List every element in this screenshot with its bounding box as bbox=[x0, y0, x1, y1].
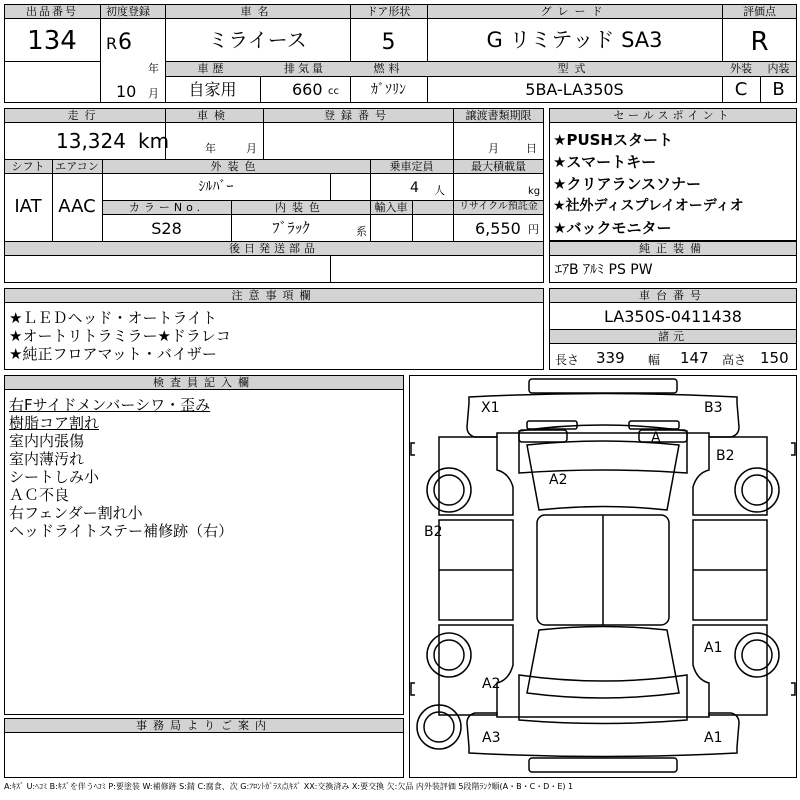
displacement-label: 排気量 bbox=[284, 62, 326, 75]
inspector-item: 樹脂コア割れ bbox=[9, 414, 100, 432]
sales-point-item: ★バックモニター bbox=[553, 219, 672, 237]
model: 5BA-LA350S bbox=[525, 80, 624, 99]
history: 自家用 bbox=[188, 80, 237, 99]
mileage: 13,324 bbox=[56, 129, 126, 153]
notes-label: 注意事項欄 bbox=[231, 289, 317, 302]
chassis-label: 車台番号 bbox=[639, 289, 707, 302]
fuel: ｶﾞｿﾘﾝ bbox=[371, 82, 406, 98]
damage-mark: A3 bbox=[482, 730, 501, 746]
car-name: ミライース bbox=[208, 28, 307, 52]
sales-point-item: ★社外ディスプレイオーディオ bbox=[553, 198, 744, 214]
int-label: 内装 bbox=[767, 62, 790, 75]
width-label: 幅 bbox=[648, 353, 661, 367]
plate-label: 登録番号 bbox=[324, 109, 392, 122]
shift-label: シフト bbox=[11, 160, 45, 173]
ext: C bbox=[734, 79, 748, 100]
rating: R bbox=[750, 27, 769, 57]
inspector-item: 室内内張傷 bbox=[9, 432, 85, 450]
insp-month-unit: 月 bbox=[246, 142, 257, 155]
damage-mark: X1 bbox=[481, 400, 500, 416]
transfer-label: 譲渡書類期限 bbox=[465, 109, 532, 122]
displacement: 660 bbox=[292, 80, 323, 99]
length-label: 長さ bbox=[555, 353, 580, 367]
note-item: ★純正フロアマット・バイザー bbox=[9, 345, 217, 363]
inspector-item: 室内薄汚れ bbox=[9, 450, 85, 468]
inspector-item: ＡＣ不良 bbox=[9, 486, 70, 504]
inspector-item: ヘッドライトステー補修跡（右） bbox=[9, 522, 234, 540]
era: R bbox=[106, 34, 118, 53]
lot-no: 134 bbox=[27, 26, 77, 56]
grade: G リミテッド SA3 bbox=[486, 28, 663, 52]
damage-mark: A1 bbox=[704, 730, 723, 746]
int-color-unit: 系 bbox=[356, 225, 367, 238]
int-color: ﾌﾞﾗｯｸ bbox=[272, 219, 310, 237]
color-no: S28 bbox=[151, 219, 182, 238]
import-label: 輸入車 bbox=[374, 201, 408, 214]
month: 10 bbox=[116, 82, 137, 101]
year-unit: 年 bbox=[148, 62, 159, 75]
shift: IAT bbox=[14, 196, 42, 217]
door: 5 bbox=[381, 30, 396, 55]
damage-mark: A bbox=[651, 430, 661, 446]
inspection-label: 車検 bbox=[197, 109, 231, 122]
later-parts-label: 後日発送部品 bbox=[229, 242, 319, 255]
height-label: 高さ bbox=[722, 353, 747, 367]
recycle-label: リサイクル預託金 bbox=[459, 201, 538, 212]
damage-mark: A2 bbox=[482, 676, 501, 692]
ac: AAC bbox=[58, 196, 96, 217]
dimensions-label: 諸元 bbox=[658, 330, 688, 343]
ext-label: 外装 bbox=[730, 62, 752, 75]
inspector-list bbox=[9, 396, 233, 540]
sales-points-list bbox=[553, 129, 795, 239]
car-diagram bbox=[409, 375, 797, 778]
max-load-label: 最大積載量 bbox=[471, 160, 526, 173]
inspector-item: シートしみ小 bbox=[9, 468, 100, 486]
displacement-unit: cc bbox=[328, 86, 339, 97]
color-no-label: カラーNo. bbox=[128, 201, 205, 214]
damage-mark: B3 bbox=[704, 400, 723, 416]
damage-mark: B2 bbox=[716, 448, 735, 464]
capacity-unit: 人 bbox=[434, 184, 445, 197]
inspector-label: 検査員記入欄 bbox=[153, 376, 255, 389]
sales-points-label: セールスポイント bbox=[613, 109, 733, 122]
note-item: ★ＬＥＤヘッド・オートライト bbox=[9, 309, 217, 327]
mileage-unit: km bbox=[138, 129, 170, 153]
transfer-day-unit: 日 bbox=[526, 142, 537, 155]
inspector-item: 右Fサイドメンバーシワ・歪み bbox=[9, 396, 211, 414]
damage-mark: A1 bbox=[704, 640, 723, 656]
sales-point-item: ★PUSHスタート bbox=[553, 131, 673, 149]
model-label: 型式 bbox=[557, 62, 592, 75]
int: B bbox=[772, 79, 785, 100]
notes-list bbox=[9, 309, 231, 363]
sales-point-item: ★スマートキー bbox=[553, 153, 657, 171]
fuel-label: 燃料 bbox=[373, 62, 404, 75]
ext-color: ｼﾙﾊﾞｰ bbox=[198, 179, 234, 195]
ext-color-label: 外装色 bbox=[210, 160, 262, 173]
int-color-label: 内装色 bbox=[275, 201, 326, 214]
sales-point-item: ★クリアランスソナー bbox=[553, 175, 701, 193]
recycle: 6,550 bbox=[475, 219, 521, 238]
lot-no-label: 出品番号 bbox=[26, 5, 78, 18]
width-value: 147 bbox=[680, 349, 709, 367]
capacity: 4 bbox=[410, 180, 419, 196]
mileage-label: 走行 bbox=[67, 109, 102, 122]
month-unit: 月 bbox=[148, 87, 159, 100]
history-label: 車歴 bbox=[197, 62, 228, 75]
inspector-item: 右フェンダー割れ小 bbox=[9, 504, 143, 522]
era-year: 6 bbox=[118, 30, 132, 55]
legend-text: A:ｷｽﾞ U:ﾍｺﾐ B:ｷｽﾞを伴うﾍｺﾐ P:要塗装 W:補修跡 S:錆 C:腐食、次 G:ﾌﾛﾝﾄｶﾞﾗｽ点ｷｽﾞ XX:交換済み X:要交換 欠:欠品 内外装評価 5段階ﾗﾝｸ順(A・B・C・D・E) 1 bbox=[4, 782, 574, 791]
insp-year-unit: 年 bbox=[205, 142, 216, 155]
first-reg-label: 初度登録 bbox=[106, 5, 150, 18]
rating-label: 評価点 bbox=[743, 5, 776, 18]
grade-label: グレード bbox=[540, 5, 609, 18]
damage-mark: A2 bbox=[549, 472, 568, 488]
transfer-month-unit: 月 bbox=[488, 142, 499, 155]
damage-mark: B2 bbox=[424, 524, 443, 540]
standard-equipment-label: 純正装備 bbox=[639, 242, 707, 255]
car-name-label: 車名 bbox=[240, 5, 275, 18]
office-label: 事務局よりご案内 bbox=[136, 719, 272, 732]
note-item: ★オートリトラミラー★ドラレコ bbox=[9, 327, 231, 345]
standard-equipment-value: ｴｱB ｱﾙﾐ PS PW bbox=[555, 262, 653, 278]
height-value: 150 bbox=[760, 349, 789, 367]
capacity-label: 乗車定員 bbox=[389, 160, 434, 173]
door-label: ドア形状 bbox=[366, 5, 411, 18]
recycle-unit: 円 bbox=[528, 223, 539, 236]
max-load-unit: kg bbox=[528, 186, 541, 197]
length-value: 339 bbox=[596, 349, 625, 367]
ac-label: エアコン bbox=[55, 160, 99, 173]
chassis-value: LA350S-0411438 bbox=[604, 307, 742, 326]
